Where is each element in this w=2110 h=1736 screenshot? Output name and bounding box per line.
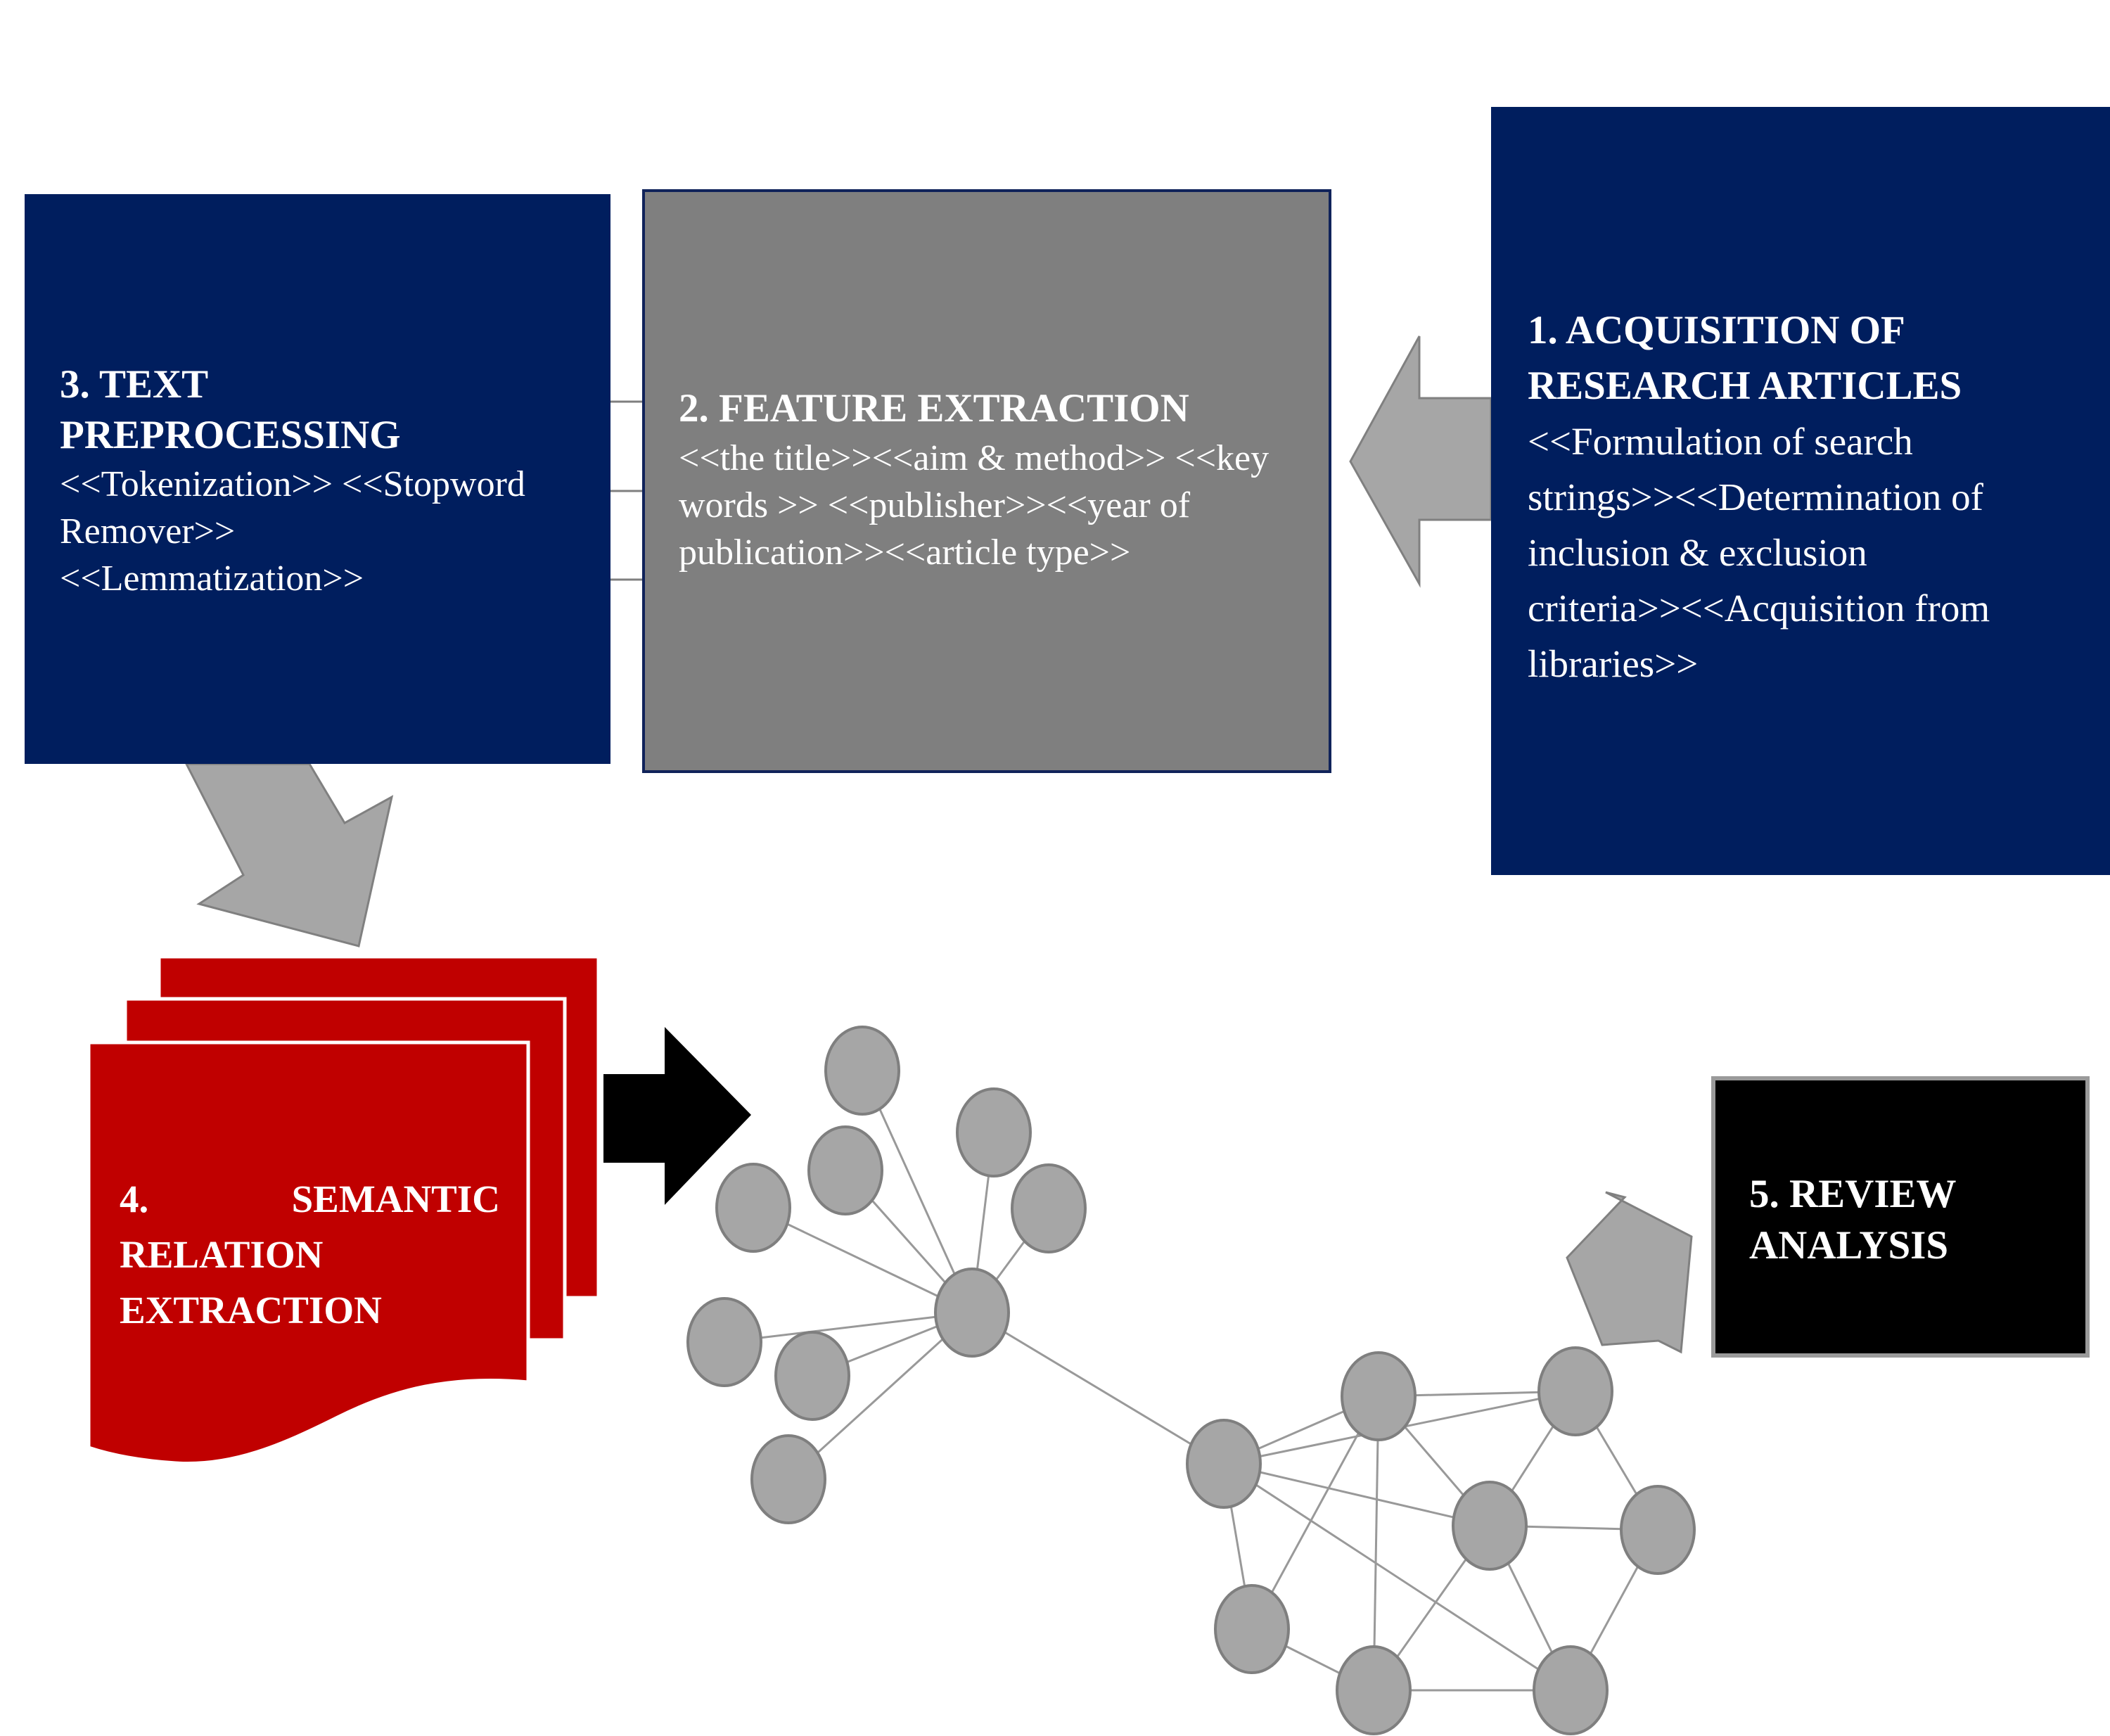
network-node <box>1534 1647 1607 1734</box>
semantic-title-line2: RELATION <box>120 1233 324 1276</box>
arrow-down-right-icon <box>186 764 392 946</box>
network-node <box>957 1089 1030 1176</box>
network-node <box>1342 1353 1415 1440</box>
acquisition-body-line: inclusion & exclusion <box>1528 531 1867 574</box>
feature-extraction-box <box>642 189 1331 773</box>
network-node <box>1337 1647 1410 1734</box>
network-node <box>1012 1165 1085 1252</box>
network-node <box>1621 1486 1694 1574</box>
feature-extraction-body-line: words >> <<publisher>><<year of <box>679 485 1191 525</box>
review-analysis-box <box>1711 1076 2090 1358</box>
semantic-title-line3: EXTRACTION <box>120 1289 382 1332</box>
network-node <box>1539 1348 1612 1435</box>
connector-lines <box>610 402 642 580</box>
review-title-line2: ANALYSIS <box>1749 1223 1949 1268</box>
acquisition-body-line: libraries>> <box>1528 642 1699 685</box>
acquisition-title-line1: 1. ACQUISITION OF <box>1528 308 1905 352</box>
review-title-line1: 5. REVIEW <box>1749 1172 1957 1216</box>
semantic-step-number: 4. <box>120 1177 149 1220</box>
network-node <box>1215 1585 1289 1673</box>
feature-extraction-title: 2. FEATURE EXTRACTION <box>679 386 1189 430</box>
semantic-title-line1 <box>120 1171 500 1227</box>
network-node <box>752 1436 825 1523</box>
arrow-up-right-icon <box>1567 1192 1692 1352</box>
network-nodes <box>688 1027 1694 1734</box>
network-hub-node <box>1187 1420 1260 1507</box>
text-preprocessing-box <box>25 194 610 764</box>
acquisition-box <box>1491 107 2110 875</box>
network-hub-node <box>935 1269 1009 1356</box>
acquisition-title-line2: RESEARCH ARTICLES <box>1528 364 1962 408</box>
feature-extraction-body-line: publication>><<article type>> <box>679 532 1131 573</box>
network-node <box>826 1027 899 1114</box>
semantic-relation-box <box>89 1045 528 1438</box>
text-preprocessing-body-line: <<Tokenization>> <<Stopword <box>60 464 525 504</box>
text-preprocessing-title-line1: 3. TEXT <box>60 362 209 407</box>
network-node <box>1453 1482 1526 1569</box>
acquisition-body-line: strings>><<Determination of <box>1528 476 1983 518</box>
acquisition-body-line: <<Formulation of search <box>1528 420 1913 463</box>
network-node <box>776 1332 849 1419</box>
text-preprocessing-body-line: Remover>> <box>60 511 236 551</box>
feature-extraction-body-line: <<the title>><<aim & method>> <<key <box>679 438 1270 478</box>
text-preprocessing-body-line: <<Lemmatization>> <box>60 559 364 599</box>
network-node <box>717 1164 790 1251</box>
text-preprocessing-title-line2: PREPROCESSING <box>60 413 401 457</box>
network-node <box>688 1298 761 1386</box>
network-node <box>809 1127 882 1214</box>
acquisition-body-line: criteria>><<Acquisition from <box>1528 587 1990 630</box>
arrow-left-icon <box>1350 336 1491 584</box>
semantic-word: SEMANTIC <box>291 1177 500 1220</box>
